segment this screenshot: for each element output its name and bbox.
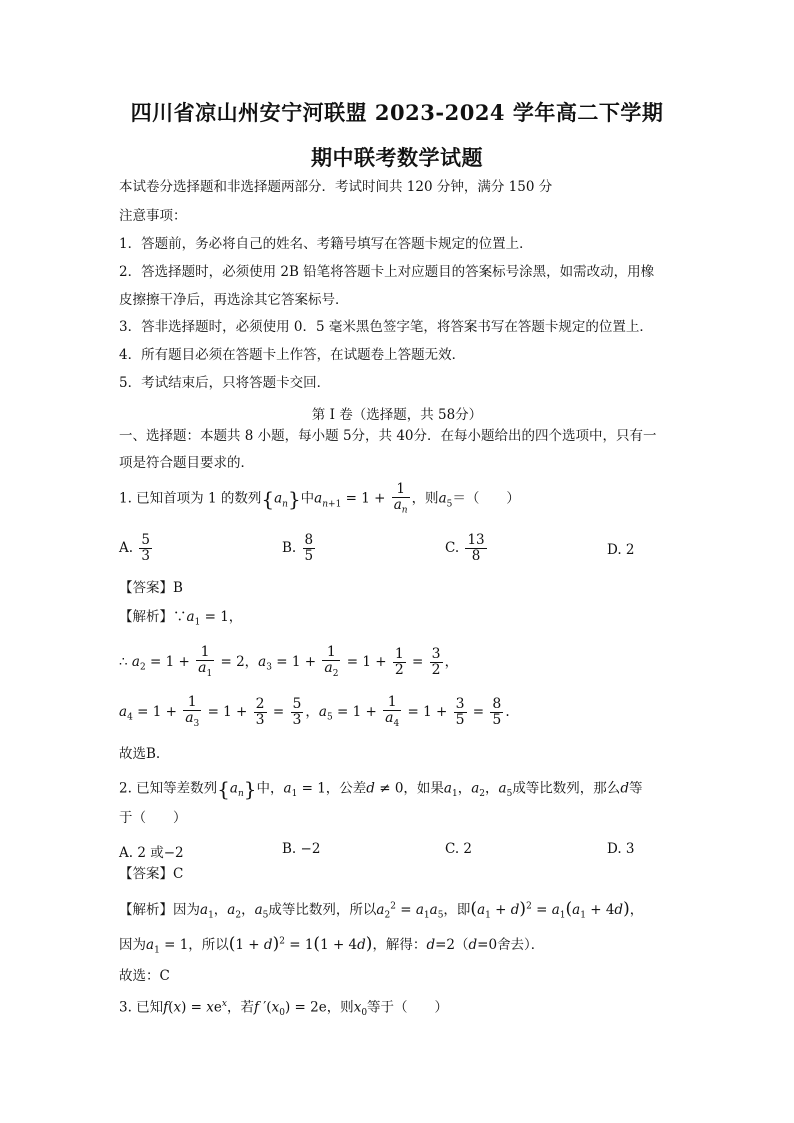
q1-conclusion: 故选B. [119,746,161,762]
note-3: 3．答非选择题时，必须使用 0．5 毫米黑色签字笔，将答案书写在答题卡规定的位置上． [119,319,653,335]
note-1: 1．答题前，务必将自己的姓名、考籍号填写在答题卡规定的位置上． [119,236,533,252]
question-2-stem-line1: 2. 已知等差数列$\{a_n\}$中，$a_1 = 1$，公差d ≠ 0，如果$a_1$，$a_2$，$a_5$成等比数列，那么d等 [119,777,643,801]
page-title-line1: 四川省凉山州安宁河联盟 2023-2024 学年高二下学期 [130,100,664,125]
volume-title: 第 I 卷（选择题，共 58分） [311,407,483,423]
q2-option-d: D. 3 [607,841,635,857]
q2-conclusion: 故选：C [119,968,170,984]
q1-option-c: C. $\frac{13}{8}$ [445,532,485,564]
exam-info: 本试卷分选择题和非选择题两部分．考试时间共 120 分钟，满分 150 分 [119,179,553,195]
note-4: 4．所有题目必须在答题卡上作答，在试题卷上答题无效． [119,347,466,363]
q2-option-a: A. 2 或−2 [119,845,184,861]
q1-analysis-line1: 【解析】$\because a_1 = 1$， [119,609,243,628]
q1-option-a: A. $\frac{5}{3}$ [119,532,150,564]
q1-option-d: D. 2 [607,542,635,558]
q1-analysis-line2: ∴ $a_2 = 1$ + $\frac{1}{a_1}$ = 2，$a_3 = 1$ + $\frac{1}{a_2}$ = 1 + $\frac{1}{2}$ = $\frac{3}{2}$ ， [119,644,459,680]
note-2-line1: 2．答选择题时，必须使用 2B 铅笔将答题卡上对应题目的答案标号涂黑，如需改动，用橡 [119,264,655,280]
note-5: 5．考试结束后，只将答题卡交回． [119,375,331,391]
q2-analysis-line1: 【解析】因为$a_1$，$a_2$，$a_5$成等比数列，所以$a_2^2 = a_1a_5$，即$(a_1 + d)^2 = a_1(a_1 + 4d)$， [119,899,644,921]
question-1-stem: 1. 已知首项为 1 的数列$\{a_n\}$中$a_{n+1} = 1$ + $\frac{1}{a_n}$ ，则$a_5=$（ ） [119,481,520,516]
note-2-line2: 皮擦擦干净后，再选涂其它答案标号． [119,292,349,308]
q2-option-b: B. −2 [282,841,321,857]
notes-heading: 注意事项： [119,208,187,224]
part1-instructions-line1: 一、选择题：本题共 8 小题，每小题 5分，共 40分．在每小题给出的四个选项中，只有一 [119,428,657,444]
page-title-line2: 期中联考数学试题 [311,145,483,170]
question-2-stem-line2: 于（ ） [119,810,187,826]
q2-analysis-line2: 因为$a_1 = 1$，所以$(1 + d)^2 = 1(1 + 4d)$，解得：d=2（d=0舍去）． [119,934,545,956]
q2-option-c: C. 2 [445,841,473,857]
question-3-stem: 3. 已知$f(x) = xe^x$，若f $'(x_0) = 2e$，则$x_0$等于（ ） [119,999,449,1019]
q1-option-b: B. $\frac{8}{5}$ [282,532,314,564]
q2-answer: 【答案】C [119,866,184,882]
q1-analysis-line3: $a_4 = 1$ + $\frac{1}{a_3}$ = 1 + $\frac{2}{3}$ = $\frac{5}{3}$ ，$a_5 = 1$ + $\frac{1}{a_4}$ = 1 + $\frac{3}{5}$ = $\frac{8}{5}$ . [119,694,510,730]
q1-answer: 【答案】B [119,580,183,596]
part1-instructions-line2: 项是符合题目要求的． [119,455,254,471]
